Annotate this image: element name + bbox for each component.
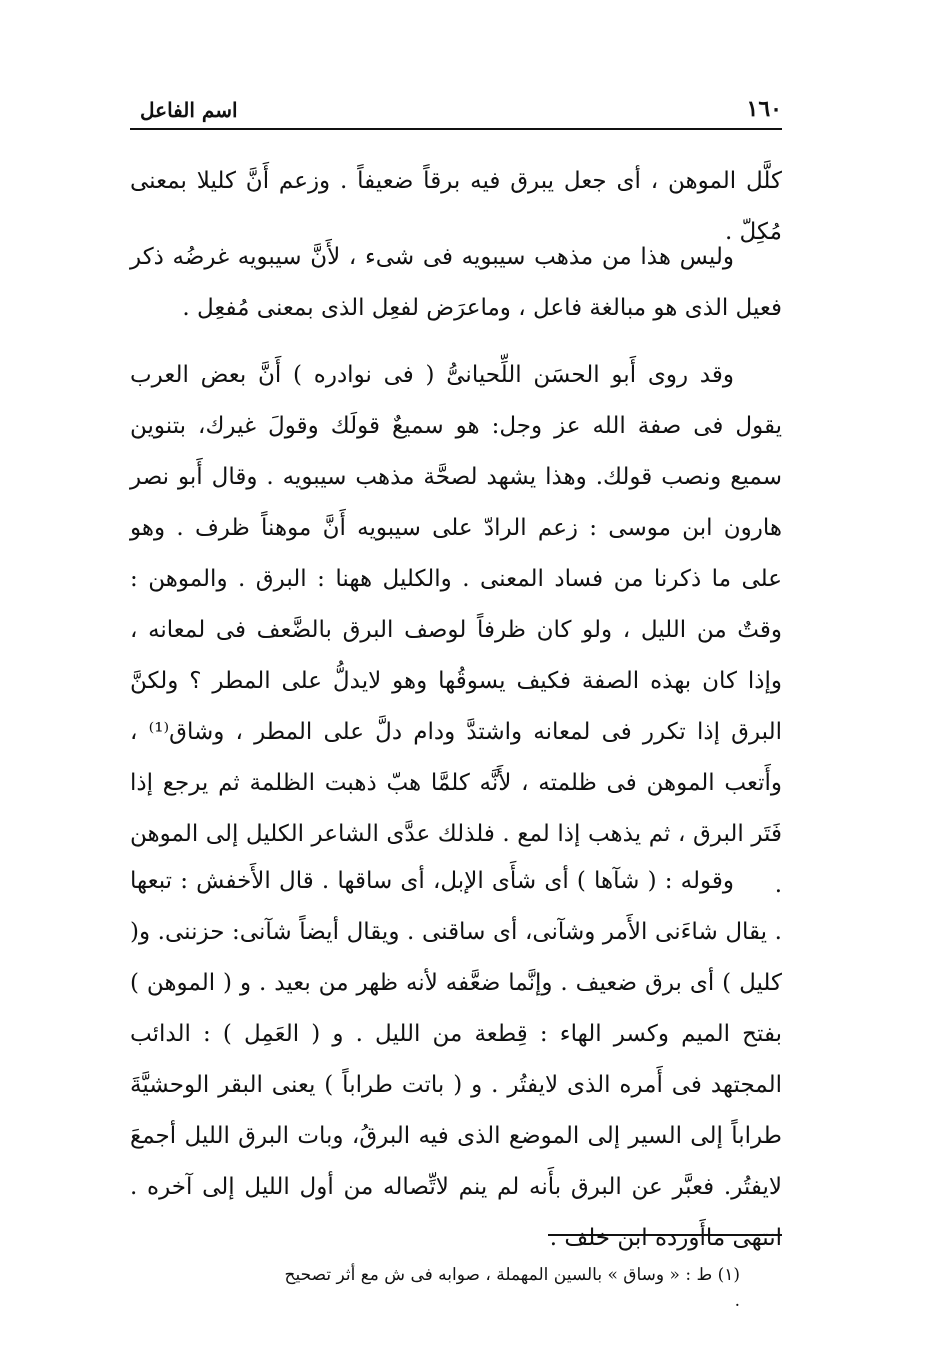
- header-rule: [130, 128, 782, 130]
- footnote-rule: [548, 1234, 782, 1236]
- page-number: ١٦٠: [746, 96, 782, 122]
- footnote: (١) ط : « وساق » بالسين المهملة ، صوابه فى ش مع أثر تصحيح .: [284, 1265, 740, 1311]
- running-title: اسم الفاعل: [140, 98, 238, 122]
- page-header: [130, 96, 782, 124]
- paragraph-2: وليس هذا من مذهب سيبويه فى شىء ، لأَنَّ سيبويه غرضُه ذكر فعيل الذى هو مبالغة فاعل ، وماعرَض لفعِل الذى بمعنى مُفعِل .: [130, 244, 782, 321]
- paragraph-4: وقوله : ( شآها ) أى شأَى الإبل، أى ساقها . قال الأَخفش : تبعها . يقال شاءَنى الأَمر وشآنى، أى ساقنى . ويقال أيضاً شآنى: حزننى. و( كليل ) أى برق ضعيف . وإنَّما ضعَّفه لأنه ظهر من بعيد . و ( الموهن ) بفتح الميم وكسر الهاء : قِطعة من الليل . و ( العَمِل ) : الدائب المجتهد فى أَمره الذى لايفتُر . و ( باتت طراباً ) يعنى البقر الوحشيَّةَ طراباً إلى السير إلى الموضع الذى فيه البرقُ، وبات البرق الليل أجمعَ لايفتُر. فعبَّر عن البرق بأَنه لم ينم لاتِّصاله من أول الليل إلى آخره . انتهى ماأَورده ابن خلف .: [130, 868, 782, 1251]
- paragraph-3: وقد روى أَبو الحسَن اللِّحيانىُّ ( فى نوادره ) أَنَّ بعض العرب يقول فى صفة الله عز وجل: هو سميعٌ قولَك وقولَ غيرك، بتنوين سميع ونصب قولك. وهذا يشهد لصحَّة مذهب سيبويه . وقال أَبو نصر هارون ابن موسى : زعم الرادّ على سيبويه أَنَّ موهناً ظرف . وهو على ما ذكرنا من فساد المعنى . والكليل ههنا : البرق . والموهن : وقتٌ من الليل ، ولو كان ظرفاً لوصف البرق بالضَّعف فى لمعانه ، وإذا كان بهذه الصفة فكيف يسوقُها وهو لايدلُّ على المطر ؟ ولكنَّ البرق إذا تكرر فى لمعانه واشتدَّ ودام دلَّ على المطر ، وشاق⁽¹⁾ ، وأَتعب الموهن فى ظلمته ، لأَنَّه كلمَّا هبّ ذهبت الظلمة ثم يرجع إذا فَتَر البرق ، ثم يذهب إذا لمع . فلذلك عدَّى الشاعر الكليل إلى الموهن .: [130, 362, 782, 898]
- paragraph-1: كلَّل الموهن ، أى جعل يبرق فيه برقاً ضعيفاً . وزعم أَنَّ كليلا بمعنى مُكِلّ .: [130, 168, 782, 245]
